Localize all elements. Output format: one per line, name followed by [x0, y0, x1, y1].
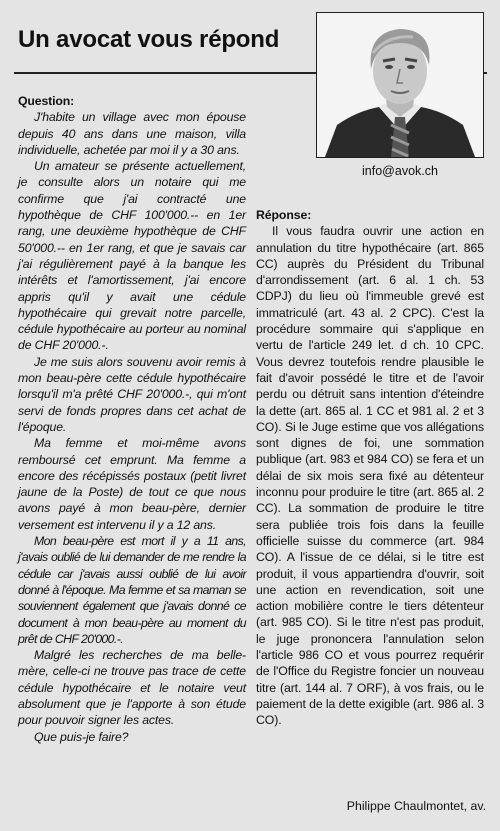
question-heading: Question:: [18, 94, 75, 108]
answer-heading: Réponse:: [256, 208, 312, 222]
question-paragraph-5: Mon beau-père est mort il y a 11 ans, j'avais oublié de lui demander de me rendre la cédule car j'avais aussi oublié de lui avoir donné à l'époque. Ma femme et sa maman se souviennent également que j'avais donné ce document à mon beau-père au moment du prêt de CHF 20'000.-.: [18, 534, 246, 646]
question-paragraph-2: Un amateur se présente actuellement, je consulte alors un notaire qui me confirme que j'ai contracté une hypothèque de CHF 100'000.-- en 1er rang, une deuxième hypothèque de CHF 50'000.-- en 1er rang, et que je savais car j'ai régulièrement payé à la banque les intérêts et l'amortissement, j'ai encore appris qu'il y avait une cédule hypothécaire qui grevait notre parcelle, cédule hypothécaire au porteur au nominal de CHF 20'000.-.: [18, 159, 246, 353]
answer-paragraph-1: Il vous faudra ouvrir une action en annulation du titre hypothécaire (art. 865 CC) auprès du Président du Tribunal d'arrondissement (art. 6 al. 1 ch. 53 CDPJ) du lieu où l'immeuble grevé est immatriculé (art. 43 al. 2 CPC). C'est la procédure sommaire qui s'applique en vertu de l'article 249 let. d ch. 10 CPC. Vous devrez toutefois rendre plausible le fait d'avoir possédé le titre et de l'avoir perdu ou détruit sans intention d'éteindre la dette (art. 865 al. 1 CC et 981 al. 2 et 3 CO). Si le Juge estime que vos allégations sont dignes de foi, une sommation publique (art. 983 et 984 CO) se fera et un délai de six mois sera fixé au détenteur inconnu pour produire le titre (art. 865 al. 2 CC). La sommation de produire le titre sera publiée trois fois dans la feuille officielle suisse du commerce (art. 984 CO). A l'issue de ce délai, si le titre est produit, il vous appartiendra d'ouvrir, soit une action en revendication, soit une action mobilière contre le tiers détenteur (art. 985 CO). Si le titre n'est pas produit, le juge prononcera l'annulation selon l'article 986 CO et vous pourrez requérir de l'Office du Registre foncier un nouveau titre (art. 144 al. 7 ORF), à vos frais, ou le paiement de la dette exigible (art. 986 al. 3 CO).: [256, 224, 484, 728]
answer-column: [256, 207, 484, 729]
question-paragraph-7: Que puis-je faire?: [34, 729, 129, 744]
article-title: Un avocat vous répond: [18, 26, 280, 53]
portrait-icon: [317, 13, 483, 157]
author-portrait: [316, 12, 484, 158]
author-signature: Philippe Chaulmontet, av.: [346, 799, 486, 813]
question-paragraph-1: J'habite un village avec mon épouse depuis 40 ans dans une maison, villa individuelle, achetée par moi il y a 30 ans.: [18, 110, 246, 157]
question-paragraph-6: Malgré les recherches de ma belle-mère, celle-ci ne trouve pas trace de cette cédule hypothécaire et le notaire veut absolument que je l'apporte à son étude pour pouvoir signer les actes.: [18, 648, 246, 728]
author-email[interactable]: info@avok.ch: [362, 164, 438, 178]
question-paragraph-3: Je me suis alors souvenu avoir remis à mon beau-père cette cédule hypothécaire lorsqu'il m'a prêté CHF 20'000.-, qui m'ont servi de fonds propres dans cet achat de l'époque.: [18, 354, 246, 434]
question-paragraph-4: Ma femme et moi-même avons remboursé cet emprunt. Ma femme a encore des récépissés postaux (petit livret jaune de la Poste) de tout ce que nous avons payé à mon beau-père, dernier versement est intervenu il y a 12 ans.: [18, 436, 246, 532]
question-column: [18, 93, 246, 745]
